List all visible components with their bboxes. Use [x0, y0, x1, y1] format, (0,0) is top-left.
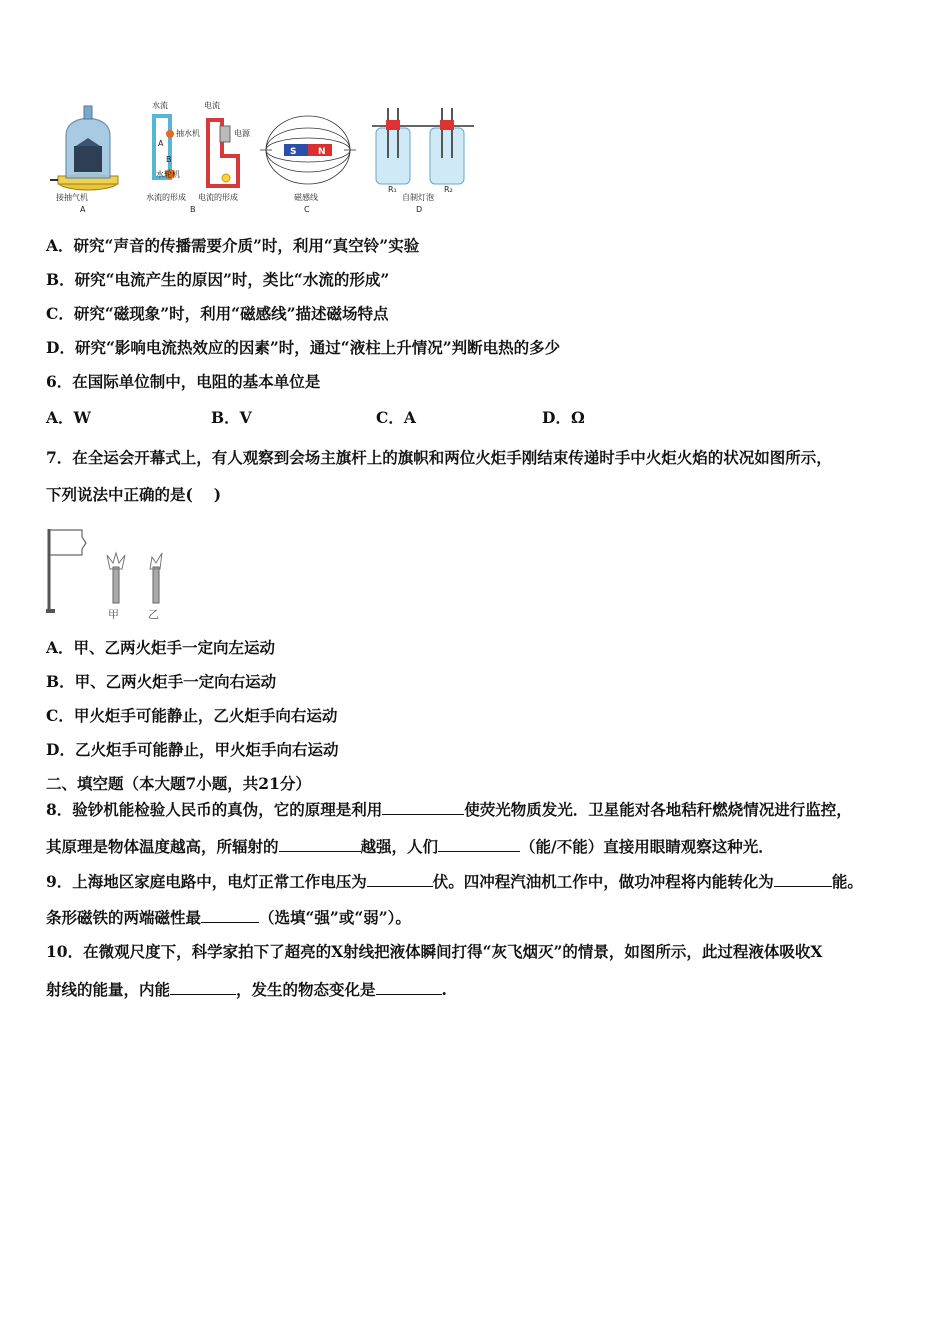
svg-text:S: S [290, 147, 297, 157]
q6-options [46, 406, 746, 426]
svg-text:B: B [166, 155, 172, 164]
svg-text:N: N [318, 147, 326, 157]
svg-text:水流: 水流 [152, 101, 168, 110]
figure-b-letter: B [190, 205, 196, 214]
q7-option-a: A．甲、乙两火炬手一定向左运动 [46, 638, 276, 657]
q10-line1: 10．在微观尺度下，科学家拍下了超亮的X射线把液体瞬间打得“灰飞烟灭”的情景，如图所示，此过程液体吸收X [46, 942, 823, 961]
figure-c-caption: 磁感线 [294, 193, 318, 202]
figure-d-caption: 自制灯泡 [402, 193, 434, 202]
figure-a-bell-jar [50, 106, 118, 214]
q5-option-c: C．研究“磁现象”时，利用“磁感线”描述磁场特点 [46, 304, 389, 323]
q6-option-d: D．Ω [542, 408, 585, 427]
q7-label-jia: 甲 [108, 608, 119, 620]
figure-d-letter: D [416, 205, 423, 214]
figure-a-letter: A [80, 205, 86, 214]
q10-blank-2[interactable] [376, 979, 442, 995]
q9-blank-2[interactable] [774, 871, 832, 887]
q6-stem: 6．在国际单位制中，电阻的基本单位是 [46, 372, 321, 391]
q6-option-a: A．W [46, 408, 91, 427]
q5-option-d: D．研究“影响电流热效应的因素”时，通过“液柱上升情况”判断电热的多少 [46, 338, 561, 357]
figure-b-analogy [146, 100, 251, 214]
figure-d-flasks [372, 108, 474, 214]
q5-option-b: B．研究“电流产生的原因”时，类比“水流的形成” [46, 270, 390, 289]
figure-experiments [46, 98, 486, 218]
figure-q7-flag-torches [44, 525, 174, 620]
svg-text:R₂: R₂ [444, 185, 453, 194]
figure-b-caption-current: 电流的形成 [198, 193, 238, 202]
q8-line2: 其原理是物体温度越高，所辐射的 越强，人们 （能/不能）直接用眼睛观察这种光． [46, 837, 774, 856]
q9-blank-3[interactable] [201, 907, 259, 923]
svg-text:A: A [158, 139, 164, 148]
section2-heading: 二、填空题（本大题7小题，共21分） [46, 774, 311, 793]
q8-blank-2[interactable] [279, 836, 361, 852]
q8-line1: 8．验钞机能检验人民币的真伪，它的原理是利用 使荧光物质发光．卫星能对各地秸秆燃烧情况进行监控， [46, 800, 852, 819]
q8-blank-3[interactable] [438, 836, 520, 852]
q10-line2: 射线的能量，内能 ，发生的物态变化是 . [46, 980, 447, 999]
q10-blank-1[interactable] [170, 979, 236, 995]
q6-option-b: B．V [211, 408, 252, 427]
q7-label-yi: 乙 [148, 608, 159, 620]
svg-text:抽水机: 抽水机 [176, 129, 200, 138]
q5-option-a: A．研究“声音的传播需要介质”时，利用“真空铃”实验 [46, 236, 420, 255]
q7-option-c: C．甲火炬手可能静止，乙火炬手向右运动 [46, 706, 338, 725]
figure-b-caption-water: 水流的形成 [146, 193, 186, 202]
svg-text:电流: 电流 [204, 101, 220, 110]
svg-text:水轮机: 水轮机 [156, 170, 180, 179]
svg-text:R₁: R₁ [388, 185, 397, 194]
q7-option-b: B．甲、乙两火炬手一定向右运动 [46, 672, 277, 691]
figure-c-letter: C [304, 205, 310, 214]
svg-text:电源: 电源 [234, 129, 250, 138]
q7-stem-line2: 下列说法中正确的是( ) [46, 485, 222, 504]
figure-a-caption: 接抽气机 [56, 193, 88, 202]
q9-blank-1[interactable] [367, 871, 433, 887]
q8-blank-1[interactable] [382, 799, 464, 815]
q9-line1: 9．上海地区家庭电路中，电灯正常工作电压为 伏。四冲程汽油机工作中，做功冲程将内能转化为 能。 [46, 872, 863, 891]
q7-option-d: D．乙火炬手可能静止，甲火炬手向右运动 [46, 740, 339, 759]
q7-stem-line1: 7．在全运会开幕式上，有人观察到会场主旗杆上的旗帜和两位火炬手刚结束传递时手中火炬火焰的状况如图所示， [46, 448, 832, 467]
q9-line2: 条形磁铁的两端磁性最 （选填“强”或“弱”）。 [46, 908, 411, 927]
q6-option-c: C．A [376, 408, 416, 427]
figure-c-magnet [260, 116, 356, 214]
